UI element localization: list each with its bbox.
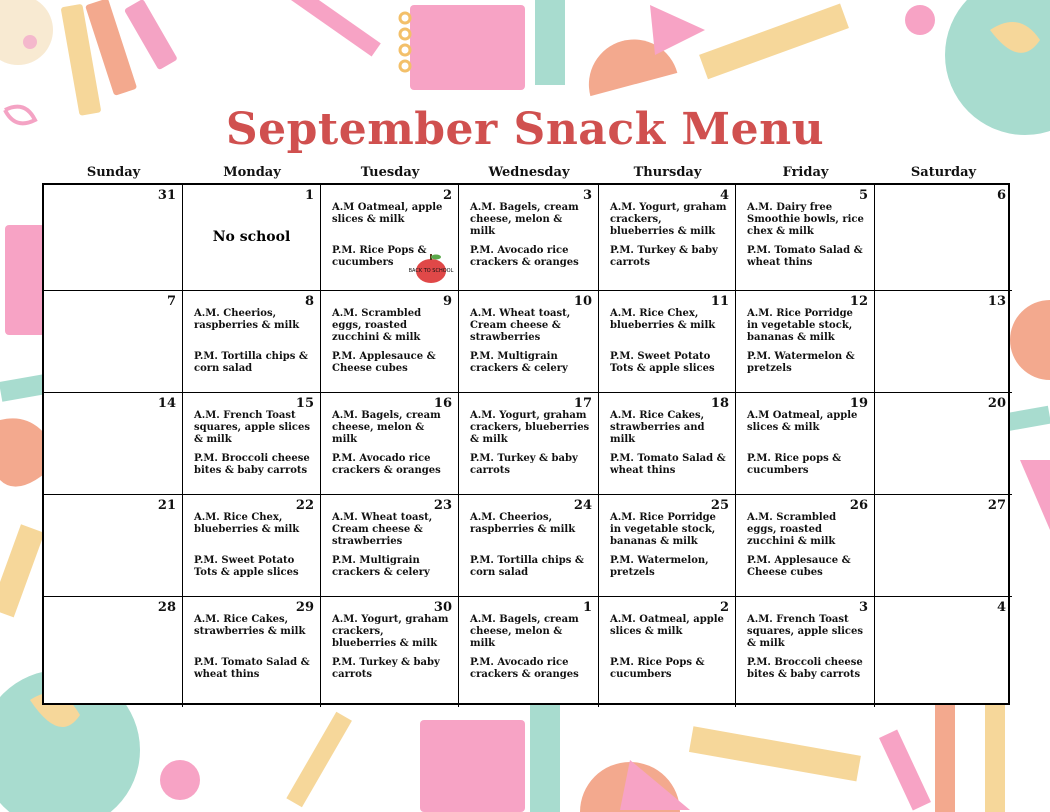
day-number: 9: [442, 294, 452, 309]
day-cell: [44, 393, 183, 495]
badge-text: BACK TO SCHOOL: [408, 268, 454, 274]
day-cell: [183, 185, 321, 291]
pm-snack: P.M. Multigrain crackers & celery: [470, 351, 568, 374]
day-cell: [736, 597, 875, 707]
pm-snack: P.M. Sweet Potato Tots & apple slices: [194, 555, 299, 578]
weekday-monday: Monday: [223, 165, 281, 180]
day-number: 5: [858, 188, 868, 203]
day-cell: [44, 495, 183, 597]
am-snack: A.M. Bagels, cream cheese, melon & milk: [470, 614, 579, 649]
am-snack: A.M. Scrambled eggs, roasted zucchini & milk: [332, 308, 422, 343]
pm-snack: P.M. Sweet Potato Tots & apple slices: [610, 351, 715, 374]
pm-snack: P.M. Avocado rice crackers & oranges: [470, 657, 579, 680]
weekday-sunday: Sunday: [86, 165, 141, 180]
am-snack: A.M. French Toast squares, apple slices & milk: [747, 614, 864, 649]
pm-snack: P.M. Avocado rice crackers & oranges: [332, 453, 441, 476]
am-snack: A.M. Rice Chex, blueberries & milk: [610, 308, 716, 331]
pm-snack: P.M. Watermelon & pretzels: [747, 351, 855, 374]
pm-snack: P.M. Tomato Salad & wheat thins: [194, 657, 310, 680]
day-number: 7: [166, 294, 176, 309]
day-cell: [875, 393, 1012, 495]
day-number: 18: [710, 396, 729, 411]
day-cell: [875, 597, 1012, 707]
day-number: 15: [295, 396, 314, 411]
day-number: 31: [157, 188, 176, 203]
day-number: 19: [849, 396, 868, 411]
day-number: 13: [987, 294, 1006, 309]
day-cell: [736, 393, 875, 495]
pm-snack: P.M. Turkey & baby carrots: [610, 245, 718, 268]
day-number: 3: [858, 600, 868, 615]
day-cell: [44, 597, 183, 707]
day-cell: [736, 495, 875, 597]
pm-snack: P.M. Multigrain crackers & celery: [332, 555, 430, 578]
day-cell: [183, 495, 321, 597]
day-number: 12: [849, 294, 868, 309]
day-number: 22: [295, 498, 314, 513]
weekday-saturday: Saturday: [910, 165, 977, 180]
am-snack: A.M. Cheerios, raspberries & milk: [470, 512, 576, 535]
day-cell: [183, 291, 321, 393]
day-number: 11: [710, 294, 729, 309]
weekday-wednesday: Wednesday: [488, 165, 570, 180]
day-cell: [599, 291, 736, 393]
am-snack: A.M. Cheerios, raspberries & milk: [194, 308, 300, 331]
am-snack: A.M Oatmeal, apple slices & milk: [332, 202, 443, 225]
day-cell: [875, 495, 1012, 597]
day-cell: [875, 185, 1012, 291]
am-snack: A.M. Bagels, cream cheese, melon & milk: [470, 202, 579, 237]
pm-snack: P.M. Tomato Salad & wheat thins: [747, 245, 863, 268]
am-snack: A.M. Oatmeal, apple slices & milk: [610, 614, 724, 637]
day-cell: [736, 291, 875, 393]
am-snack: A.M. Rice Porridge in vegetable stock, bananas & milk: [610, 512, 716, 547]
day-cell: [599, 495, 736, 597]
pm-snack: P.M. Tortilla chips & corn salad: [194, 351, 308, 374]
pm-snack: P.M. Watermelon, pretzels: [610, 555, 709, 578]
day-cell: [321, 291, 459, 393]
pm-snack: P.M. Avocado rice crackers & oranges: [470, 245, 579, 268]
day-number: 21: [157, 498, 176, 513]
day-number: 6: [996, 188, 1006, 203]
back-to-school-apple-icon: [408, 252, 454, 284]
day-number: 1: [304, 188, 314, 203]
day-cell: [599, 393, 736, 495]
day-cell: [183, 597, 321, 707]
pm-snack: P.M. Rice pops & cucumbers: [747, 453, 842, 476]
day-number: 8: [304, 294, 314, 309]
am-snack: A.M. Dairy free Smoothie bowls, rice chex & milk: [747, 202, 864, 237]
pm-snack: P.M. Broccoli cheese bites & baby carrots: [194, 453, 310, 476]
day-number: 29: [295, 600, 314, 615]
no-school-note: No school: [212, 229, 291, 245]
pm-snack: P.M. Tomato Salad & wheat thins: [610, 453, 726, 476]
am-snack: A.M. Rice Chex, blueberries & milk: [194, 512, 300, 535]
pm-snack: P.M. Turkey & baby carrots: [332, 657, 440, 680]
pm-snack: P.M. Turkey & baby carrots: [470, 453, 578, 476]
day-cell: [459, 291, 599, 393]
day-cell: [44, 291, 183, 393]
day-cell: [321, 393, 459, 495]
day-number: 28: [157, 600, 176, 615]
day-number: 2: [442, 188, 452, 203]
day-cell: [459, 393, 599, 495]
am-snack: A.M Oatmeal, apple slices & milk: [747, 410, 858, 433]
day-cell: [459, 495, 599, 597]
day-number: 25: [710, 498, 729, 513]
day-number: 30: [433, 600, 452, 615]
weekday-tuesday: Tuesday: [360, 165, 420, 180]
day-cell: [599, 597, 736, 707]
day-number: 4: [719, 188, 729, 203]
am-snack: A.M. Yogurt, graham crackers, blueberries & milk: [332, 614, 449, 649]
am-snack: A.M. Bagels, cream cheese, melon & milk: [332, 410, 441, 445]
day-number: 17: [573, 396, 592, 411]
pm-snack: P.M. Applesauce & Cheese cubes: [332, 351, 436, 374]
am-snack: A.M. Yogurt, graham crackers, blueberries & milk: [470, 410, 590, 445]
am-snack: A.M. Rice Cakes, strawberries and milk: [610, 410, 705, 445]
day-cell: [599, 185, 736, 291]
am-snack: A.M. Yogurt, graham crackers, blueberries & milk: [610, 202, 727, 237]
pm-snack: P.M. Tortilla chips & corn salad: [470, 555, 584, 578]
day-number: 16: [433, 396, 452, 411]
pm-snack: P.M. Rice Pops & cucumbers: [610, 657, 705, 680]
day-cell: [321, 597, 459, 707]
day-cell: [736, 185, 875, 291]
am-snack: A.M. Wheat toast, Cream cheese & strawberries: [332, 512, 433, 547]
am-snack: A.M. Rice Porridge in vegetable stock, bananas & milk: [747, 308, 853, 343]
day-number: 23: [433, 498, 452, 513]
day-number: 14: [157, 396, 176, 411]
day-number: 10: [573, 294, 592, 309]
day-number: 20: [987, 396, 1006, 411]
calendar-grid: [42, 183, 1010, 705]
day-cell: [321, 495, 459, 597]
am-snack: A.M. Wheat toast, Cream cheese & strawberries: [470, 308, 571, 343]
day-cell: [44, 185, 183, 291]
day-number: 2: [719, 600, 729, 615]
day-number: 3: [582, 188, 592, 203]
pm-snack: P.M. Rice Pops & cucumbers: [332, 245, 427, 268]
day-number: 26: [849, 498, 868, 513]
am-snack: A.M. Rice Cakes, strawberries & milk: [194, 614, 306, 637]
page-title: September Snack Menu: [225, 104, 825, 155]
pm-snack: P.M. Applesauce & Cheese cubes: [747, 555, 851, 578]
day-cell: [459, 597, 599, 707]
day-cell: [321, 185, 459, 291]
weekday-friday: Friday: [782, 165, 829, 180]
weekday-thursday: Thursday: [633, 165, 702, 180]
day-number: 4: [996, 600, 1006, 615]
day-cell: [183, 393, 321, 495]
am-snack: A.M. French Toast squares, apple slices & milk: [194, 410, 311, 445]
day-number: 24: [573, 498, 592, 513]
day-cell: [459, 185, 599, 291]
day-cell: [875, 291, 1012, 393]
pm-snack: P.M. Broccoli cheese bites & baby carrots: [747, 657, 863, 680]
day-number: 27: [987, 498, 1006, 513]
day-number: 1: [582, 600, 592, 615]
am-snack: A.M. Scrambled eggs, roasted zucchini & milk: [747, 512, 837, 547]
